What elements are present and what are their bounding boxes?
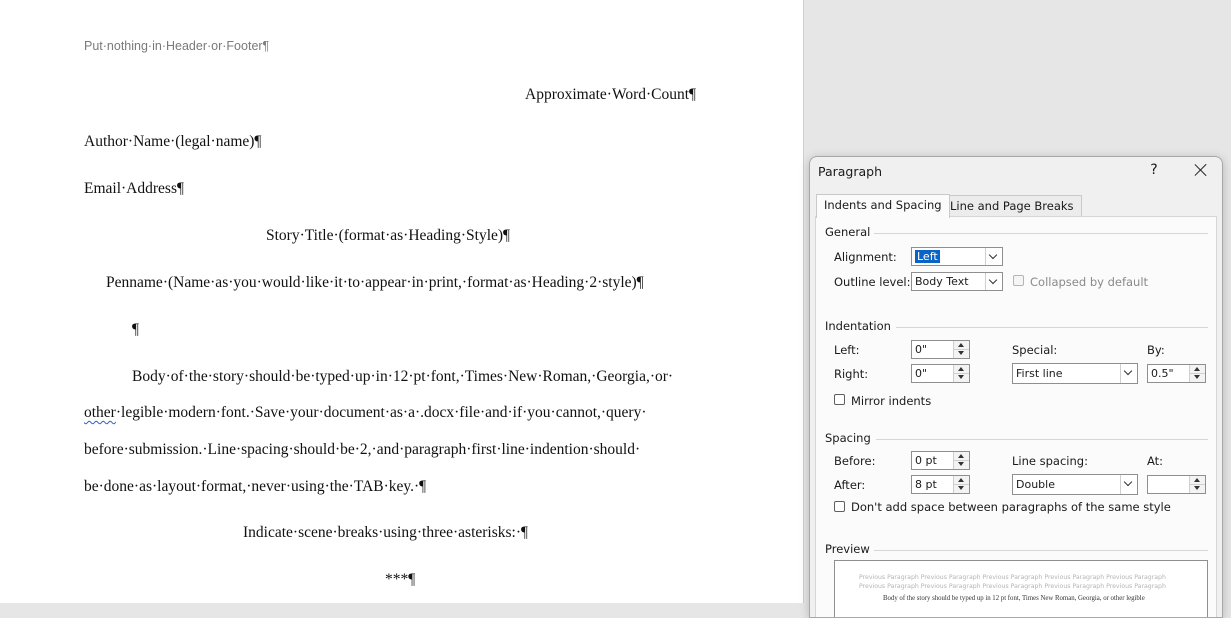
- word-count-line: Approximate·Word·Count¶: [525, 86, 697, 103]
- alignment-value: Left: [917, 250, 938, 263]
- special-select[interactable]: [1012, 363, 1138, 384]
- help-icon[interactable]: ?: [1150, 162, 1158, 178]
- tab-panel-indents-spacing: [815, 216, 1217, 618]
- body-line-2: [84, 404, 647, 422]
- after-value: 8 pt: [915, 478, 937, 491]
- body-line-2-text: ·legible·modern·font.·Save·your·document·as·a·.docx·file·and·if·you·cannot,·query·: [115, 404, 647, 421]
- after-spin-buttons[interactable]: [953, 476, 969, 493]
- by-spinner[interactable]: [1147, 364, 1206, 383]
- spacing-divider: [876, 439, 1208, 440]
- indent-left-spinner[interactable]: [911, 340, 970, 359]
- body-line-4: be·done·as·layout·format,·never·using·the·TAB·key.·¶: [84, 478, 427, 495]
- indent-right-value: 0": [915, 367, 928, 380]
- general-divider: [874, 233, 1208, 234]
- general-heading: General: [825, 225, 871, 239]
- chevron-down-icon: [1120, 364, 1137, 383]
- indent-left-spin-buttons[interactable]: [953, 341, 969, 358]
- penname-line: Penname·(Name·as·you·would·like·it·to·appear·in·print,·format·as·Heading·2·style)¶: [106, 274, 644, 291]
- line-spacing-value: Double: [1016, 478, 1055, 491]
- collapsed-by-default-checkbox[interactable]: [1013, 275, 1024, 286]
- preview-box: [834, 560, 1208, 618]
- tab-line-and-page-breaks[interactable]: Line and Page Breaks: [942, 195, 1082, 217]
- after-label: After:: [834, 478, 866, 492]
- asterisks-line: ***¶: [385, 571, 416, 588]
- scene-break-note: Indicate·scene·breaks·using·three·asterisks:·¶: [243, 524, 529, 541]
- dont-add-space-checkbox[interactable]: [834, 501, 845, 512]
- special-label: Special:: [1012, 343, 1058, 357]
- outline-level-value: Body Text: [915, 275, 969, 288]
- before-label: Before:: [834, 454, 876, 468]
- at-label: At:: [1147, 454, 1164, 468]
- author-line: Author·Name·(legal·name)¶: [84, 133, 262, 150]
- special-value: First line: [1016, 367, 1063, 380]
- chevron-down-icon: [985, 248, 1002, 265]
- chevron-down-icon: [985, 273, 1002, 290]
- body-line-1: Body·of·the·story·should·be·typed·up·in·12·pt·font,·Times·New·Roman,·Georgia,·or·: [132, 368, 674, 385]
- spacing-heading: Spacing: [825, 431, 871, 445]
- indent-left-value: 0": [915, 343, 928, 356]
- mirror-indents-label: Mirror indents: [851, 394, 932, 408]
- at-spin-buttons[interactable]: [1189, 476, 1205, 493]
- dialog-title: Paragraph: [818, 164, 883, 179]
- indent-right-spin-buttons[interactable]: [953, 365, 969, 382]
- indent-right-label: Right:: [834, 367, 869, 381]
- spelling-underlined-word[interactable]: other: [84, 404, 116, 421]
- line-spacing-select[interactable]: [1012, 474, 1138, 495]
- by-label: By:: [1147, 343, 1165, 357]
- outline-level-label: Outline level:: [834, 275, 911, 289]
- story-title-line: Story·Title·(format·as·Heading·Style)¶: [266, 227, 511, 244]
- preview-body-text: Body of the story should be typed up in 12 pt font, Times New Roman, Georgia, or other legible: [883, 595, 1145, 602]
- indent-right-spinner[interactable]: [911, 364, 970, 383]
- preview-divider: [874, 550, 1208, 551]
- at-spinner[interactable]: [1147, 475, 1206, 494]
- after-spinner[interactable]: [911, 475, 970, 494]
- paragraph-dialog: [809, 156, 1223, 618]
- indentation-divider: [896, 327, 1208, 328]
- close-icon[interactable]: [1190, 159, 1212, 181]
- mirror-indents-checkbox[interactable]: [834, 394, 845, 405]
- alignment-select[interactable]: [911, 247, 1003, 266]
- indentation-heading: Indentation: [825, 319, 891, 333]
- chevron-down-icon: [1120, 475, 1137, 494]
- body-line-3: before·submission.·Line·spacing·should·be·2,·and·paragraph·first·line·indention·should·: [84, 441, 641, 458]
- preview-heading: Preview: [825, 542, 870, 556]
- line-spacing-label: Line spacing:: [1012, 454, 1088, 468]
- email-line: Email·Address¶: [84, 180, 185, 197]
- before-spin-buttons[interactable]: [953, 452, 969, 469]
- by-spin-buttons[interactable]: [1189, 365, 1205, 382]
- outline-level-select[interactable]: [911, 272, 1003, 291]
- preview-previous-paragraph: Previous Paragraph Previous Paragraph Previous Paragraph Previous Paragraph Previous Paragraph Previous Paragraph Previous Paragraph Previous Paragraph Previous Paragraph Previous Paragraph: [859, 574, 1166, 590]
- before-value: 0 pt: [915, 454, 937, 467]
- before-spinner[interactable]: [911, 451, 970, 470]
- indent-left-label: Left:: [834, 343, 860, 357]
- header-note: Put·nothing·in·Header·or·Footer¶: [84, 39, 270, 53]
- alignment-label: Alignment:: [834, 250, 897, 264]
- by-value: 0.5": [1151, 367, 1174, 380]
- dont-add-space-label: Don't add space between paragraphs of the same style: [851, 500, 1171, 514]
- collapsed-by-default-label: Collapsed by default: [1030, 275, 1149, 289]
- tab-indents-and-spacing[interactable]: Indents and Spacing: [816, 194, 950, 218]
- empty-paragraph: ¶: [132, 321, 140, 338]
